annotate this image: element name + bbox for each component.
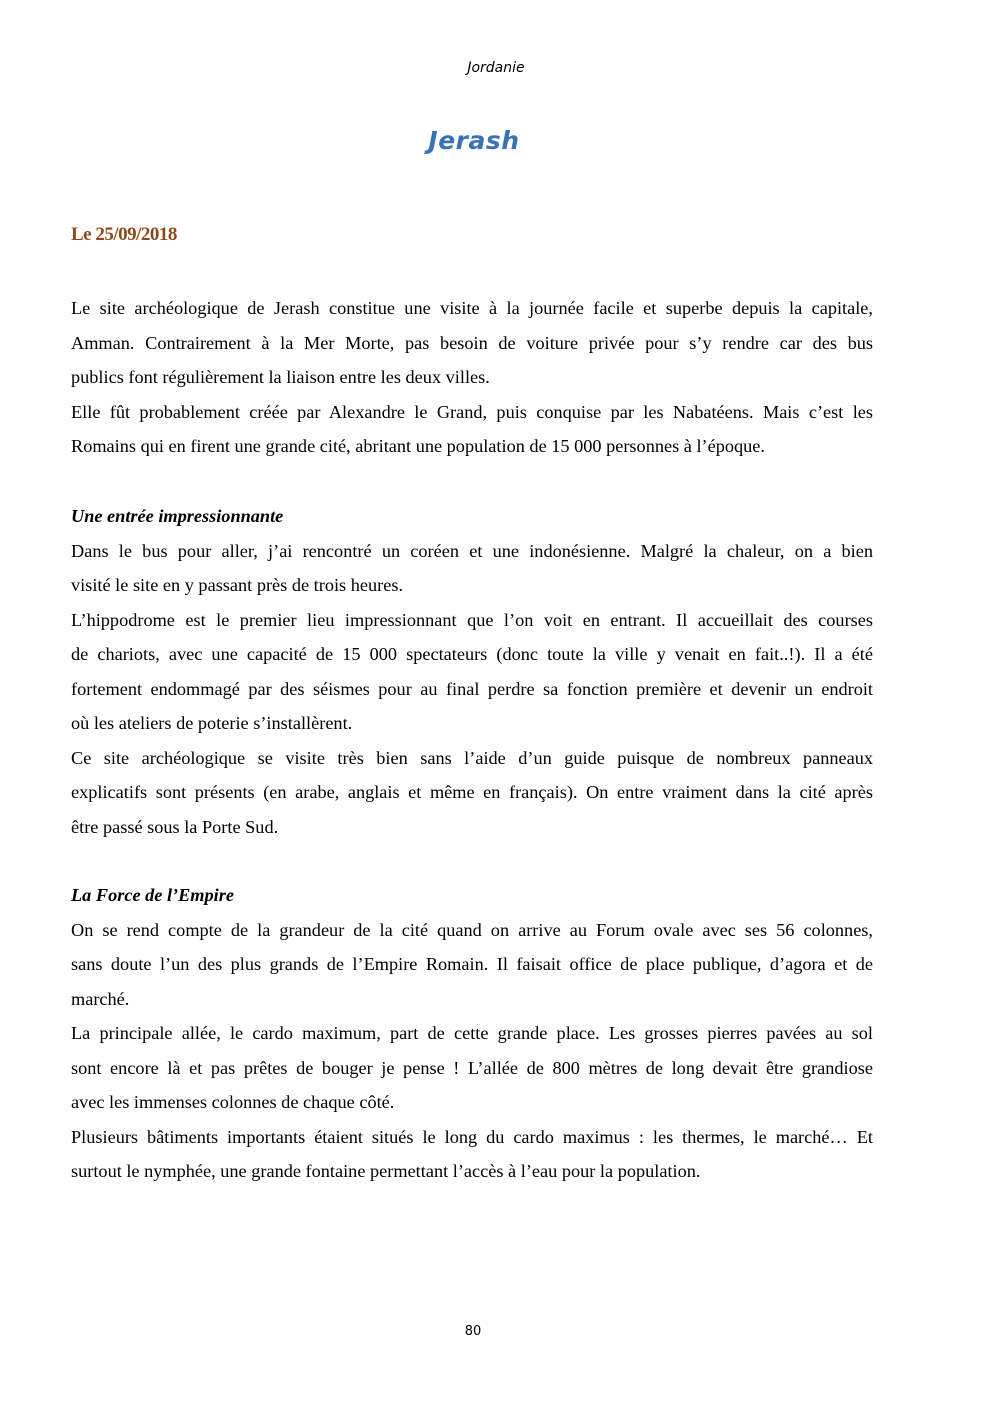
- section-une-entree: [71, 499, 873, 844]
- section-heading: Une entrée impressionnante: [71, 506, 284, 526]
- text-line: Le site archéologique de Jerash constitue une visite à la journée facile et superbe depuis la capitale,: [71, 298, 873, 318]
- paragraph: [71, 1120, 873, 1189]
- paragraph: [71, 395, 873, 464]
- text-line: Elle fût probablement créée par Alexandre le Grand, puis conquise par les Nabatéens. Mais c’est les: [71, 401, 873, 422]
- text-line: publics font régulièrement la liaison entre les deux villes.: [71, 367, 490, 387]
- text-line: Amman. Contrairement à la Mer Morte, pas besoin de voiture privée pour s’y rendre car des bus: [71, 332, 873, 353]
- section-force-empire: [71, 878, 873, 1189]
- text-line: marché.: [71, 988, 130, 1009]
- entry-date: Le 25/09/2018: [71, 224, 177, 245]
- paragraph: [71, 1016, 873, 1120]
- text-line: Ce site archéologique se visite très bien sans l’aide d’un guide puisque de nombreux panneaux: [71, 747, 873, 768]
- section-body: [71, 534, 873, 845]
- text-line: sont encore là et pas prêtes de bouger je pense ! L’allée de 800 mètres de long devait être grandiose: [71, 1057, 873, 1078]
- text-line: de chariots, avec une capacité de 15 000 spectateurs (donc toute la ville y venait en fait..!). Il a été: [71, 644, 873, 664]
- text-line: surtout le nymphée, une grande fontaine permettant l’accès à l’eau pour la population.: [71, 1161, 701, 1181]
- text-line: où les ateliers de poterie s’installèrent.: [71, 713, 353, 733]
- paragraph: [71, 534, 873, 603]
- paragraph: [71, 741, 873, 845]
- text-line: fortement endommagé par des séismes pour au final perdre sa fonction première et devenir un endroit: [71, 678, 873, 699]
- text-line: Dans le bus pour aller, j’ai rencontré un coréen et une indonésienne. Malgré la chaleur, on a bien: [71, 540, 873, 561]
- text-line: La principale allée, le cardo maximum, part de cette grande place. Les grosses pierres pavées au sol: [71, 1023, 873, 1043]
- section-heading: La Force de l’Empire: [71, 885, 234, 905]
- text-line: explicatifs sont présents (en arabe, anglais et même en français). On entre vraiment dans la cité après: [71, 782, 873, 802]
- text-line: On se rend compte de la grandeur de la cité quand on arrive au Forum ovale avec ses 56 colonnes,: [71, 919, 873, 940]
- paragraph: [71, 913, 873, 1017]
- running-header: Jordanie: [467, 60, 525, 76]
- text-line: Plusieurs bâtiments importants étaient situés le long du cardo maximus : les thermes, le marché… Et: [71, 1126, 873, 1147]
- text-line: être passé sous la Porte Sud.: [71, 816, 279, 837]
- section-body: [71, 913, 873, 1189]
- text-line: L’hippodrome est le premier lieu impressionnant que l’on voit en entrant. Il accueillait des courses: [71, 609, 873, 630]
- text-line: Romains qui en firent une grande cité, abritant une population de 15 000 personnes à l’époque.: [71, 436, 765, 456]
- page-number: 80: [464, 1324, 482, 1339]
- text-line: sans doute l’un des plus grands de l’Empire Romain. Il faisait office de place publique, d’agora et de: [71, 954, 873, 974]
- text-line: avec les immenses colonnes de chaque côté.: [71, 1092, 395, 1112]
- intro-text: [71, 291, 873, 464]
- text-line: visité le site en y passant près de trois heures.: [71, 575, 404, 595]
- paragraph: [71, 603, 873, 741]
- paragraph: [71, 291, 873, 395]
- page-title: Jerash: [428, 126, 520, 155]
